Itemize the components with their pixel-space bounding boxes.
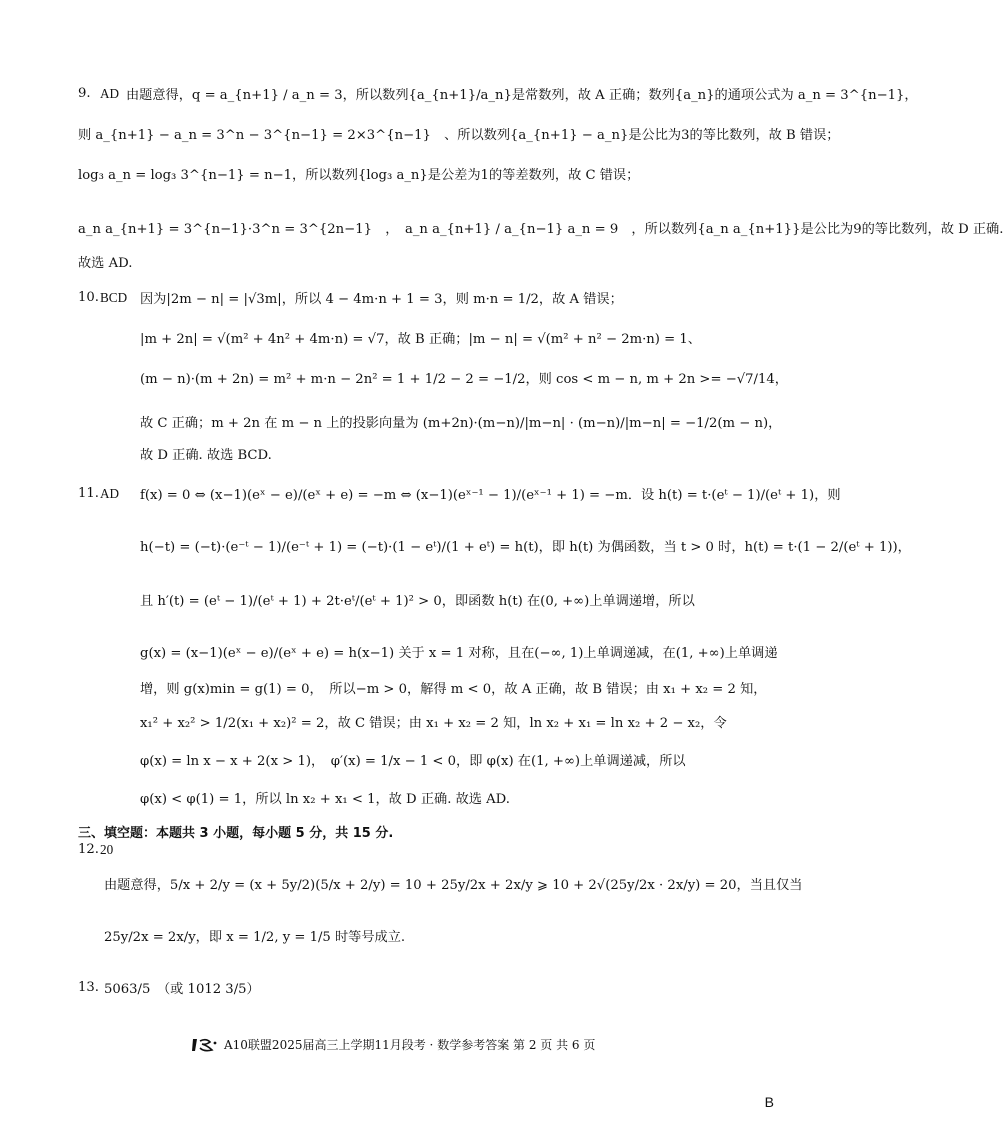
solution-line: log₃ a_n = log₃ 3^{n−1} = n−1，所以数列{log₃ a_n}是公差为1的等差数列，故 C 错误；	[78, 168, 640, 183]
footer-text: A10联盟2025届高三上学期11月段考 · 数学参考答案 第 2 页 共 6 页	[224, 1038, 596, 1052]
solution-line: |m + 2n| = √(m² + 4n² + 4m·n) = √7，故 B 正确；|m − n| = √(m² + n² − 2m·n) = 1、	[140, 332, 701, 347]
question-number: 9.	[78, 86, 91, 101]
solution-line: 由题意得，q = a_{n+1} / a_n = 3，所以数列{a_{n+1}/a_n}是常数列，故 A 正确；数列{a_n}的通项公式为 a_n = 3^{n−1}，	[126, 88, 918, 103]
solution-line: 且 h′(t) = (eᵗ − 1)/(eᵗ + 1) + 2t·eᵗ/(eᵗ + 1)² > 0，即函数 h(t) 在(0, +∞)上单调递增，所以	[140, 594, 695, 609]
solution-line: 因为|2m − n| = |√3m|，所以 4 − 4m·n + 1 = 3，则 m·n = 1/2，故 A 错误；	[140, 292, 623, 307]
question-answer: 20	[100, 842, 114, 857]
corner-mark: B	[764, 1094, 774, 1110]
solution-line: x₁² + x₂² > 1/2(x₁ + x₂)² = 2，故 C 错误；由 x₁ + x₂ = 2 知，ln x₂ + x₁ = ln x₂ + 2 − x₂，令	[140, 716, 727, 731]
question-answer: 5063/5 （或 1012 3/5）	[104, 982, 260, 997]
solution-line: 故 C 正确；m + 2n 在 m − n 上的投影向量为 (m+2n)·(m−n)/|m−n| · (m−n)/|m−n| = −1/2(m − n)，	[140, 416, 782, 431]
question-number: 10.	[78, 290, 99, 305]
solution-line: 故 D 正确. 故选 BCD.	[140, 448, 272, 463]
question-number: 13.	[78, 980, 99, 995]
solution-line: φ(x) < φ(1) = 1，所以 ln x₂ + x₁ < 1，故 D 正确. 故选 AD.	[140, 792, 510, 807]
question-answer: AD	[100, 86, 120, 101]
solution-line: 由题意得，5/x + 2/y = (x + 5y/2)(5/x + 2/y) = 10 + 25y/2x + 2x/y ⩾ 10 + 2√(25y/2x · 2x/y) = 20，当且仅当	[104, 878, 803, 893]
page-footer	[190, 1036, 610, 1053]
solution-line: 增，则 g(x)min = g(1) = 0， 所以−m > 0，解得 m < 0，故 A 正确，故 B 错误；由 x₁ + x₂ = 2 知，	[140, 682, 767, 697]
solution-line: h(−t) = (−t)·(e⁻ᵗ − 1)/(e⁻ᵗ + 1) = (−t)·(1 − eᵗ)/(1 + eᵗ) = h(t)，即 h(t) 为偶函数，当 t > 0 时，h(t) = t·(1 − 2/(eᵗ + 1))，	[140, 540, 911, 555]
solution-line: 25y/2x = 2x/y，即 x = 1/2, y = 1/5 时等号成立.	[104, 930, 406, 945]
question-number: 12.	[78, 842, 99, 857]
question-answer: BCD	[100, 290, 128, 305]
question-answer: AD	[100, 486, 120, 501]
solution-line: g(x) = (x−1)(eˣ − e)/(eˣ + e) = h(x−1) 关于 x = 1 对称，且在(−∞, 1)上单调递减，在(1, +∞)上单调递	[140, 646, 778, 661]
solution-line: (m − n)·(m + 2n) = m² + m·n − 2n² = 1 + 1/2 − 2 = −1/2，则 cos < m − n, m + 2n >= −√7/14，	[140, 372, 788, 387]
solution-line: f(x) = 0 ⇔ (x−1)(eˣ − e)/(eˣ + e) = −m ⇔ (x−1)(eˣ⁻¹ − 1)/(eˣ⁻¹ + 1) = −m．设 h(t) = t·(eᵗ − 1)/(eᵗ + 1)，则	[140, 488, 841, 503]
section-heading: 三、填空题：本题共 3 小题，每小题 5 分，共 15 分.	[78, 826, 394, 841]
solution-line: 则 a_{n+1} − a_n = 3^n − 3^{n−1} = 2×3^{n−1} 、所以数列{a_{n+1} − a_n}是公比为3的等比数列，故 B 错误；	[78, 128, 840, 143]
publisher-logo-icon	[190, 1037, 220, 1053]
question-number: 11.	[78, 486, 99, 501]
solution-line: 故选 AD.	[78, 256, 133, 271]
solution-line: a_n a_{n+1} = 3^{n−1}·3^n = 3^{2n−1} ， a_n a_{n+1} / a_{n−1} a_n = 9 ，所以数列{a_n a_{n+1}}是公比为9的等比数列，故 D 正确.	[78, 222, 1003, 237]
solution-line: φ(x) = ln x − x + 2(x > 1)， φ′(x) = 1/x − 1 < 0，即 φ(x) 在(1, +∞)上单调递减，所以	[140, 754, 686, 769]
